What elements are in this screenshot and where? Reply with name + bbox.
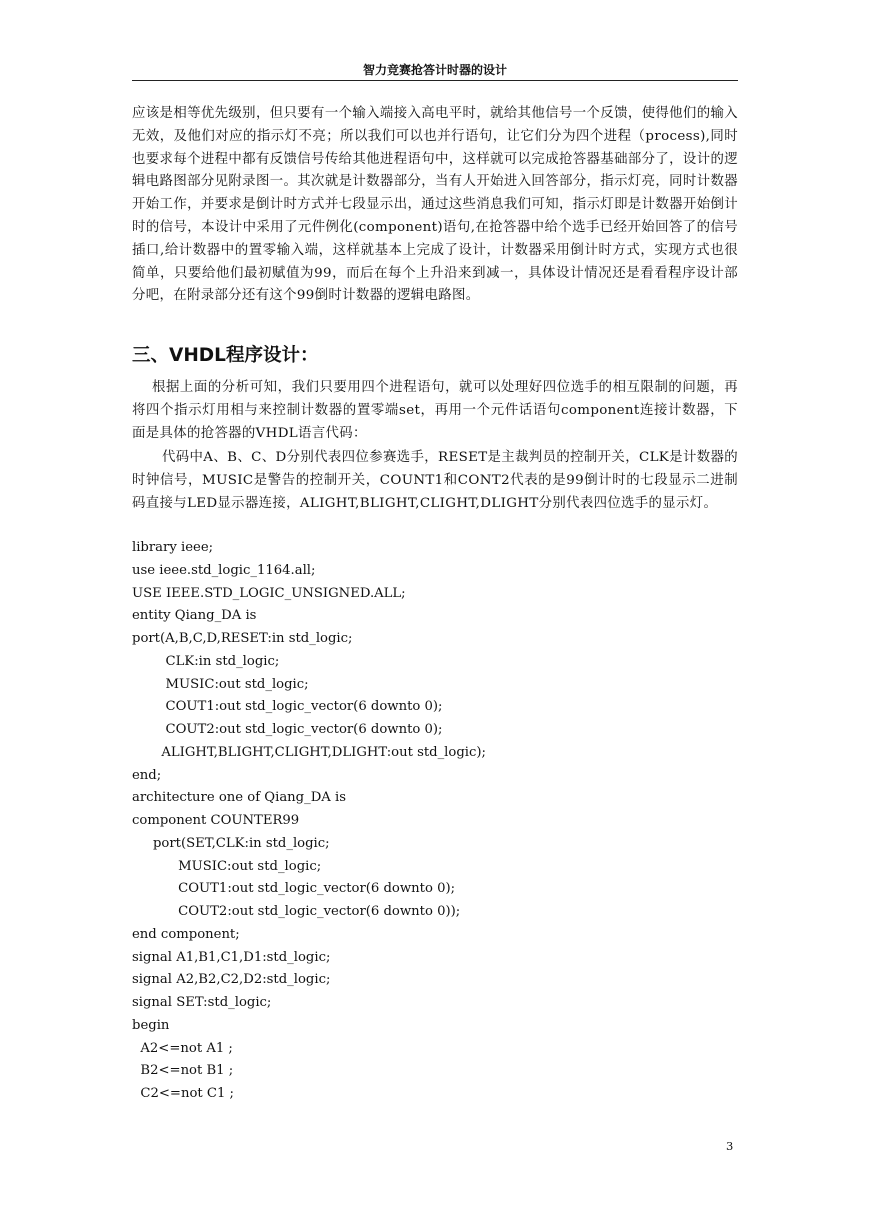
header-rule — [132, 80, 738, 81]
code-line: COUT1:out std_logic_vector(6 downto 0); — [132, 699, 443, 715]
code-line: component COUNTER99 — [132, 813, 300, 828]
code-line: use ieee.std_logic_1164.all; — [132, 562, 316, 578]
code-line: COUT2:out std_logic_vector(6 downto 0)); — [132, 904, 461, 919]
code-line: begin — [132, 1017, 170, 1033]
code-line: entity Qiang_DA is — [132, 608, 257, 624]
code-line: port(SET,CLK:in std_logic; — [132, 835, 330, 851]
code-line: signal SET:std_logic; — [132, 995, 272, 1010]
body-paragraph-analysis: 根据上面的分析可知，我们只要用四个进程语句，就可以处理好四位选手的相互限制的问题，再将四个指示灯用相与来控制计数器的置零端set，再用一个元件话语句component连接计数器，下面是具体的抢答器的VHDL语言代码： — [132, 380, 738, 441]
code-line: COUT2:out std_logic_vector(6 downto 0); — [132, 722, 443, 737]
vhdl-code-block — [132, 537, 486, 1106]
code-line: signal A2,B2,C2,D2:std_logic; — [132, 972, 331, 988]
section-heading: 三、VHDL程序设计： — [132, 345, 319, 366]
body-paragraph-design-overview: 应该是相等优先级别，但只要有一个输入端接入高电平时，就给其他信号一个反馈，使得他们的输入无效，及他们对应的指示灯不亮；所以我们可以也并行语句，让它们分为四个进程（process),同时也要求每个进程中都有反馈信号传给其他进程语句中，这样就可以完成抢答器基础部分了，设计的逻辑电路图部分见附录图一。其次就是计数器部分，当有人开始进入回答部分，指示灯亮，同时计数器开始工作，并要求是倒计时方式并七段显示出，通过这些消息我们可知，指示灯即是计数器开始倒计时的信号，本设计中采用了元件例化(component)语句,在抢答器中给个选手已经开始回答了的信号插口,给计数器中的置零输入端，这样就基本上完成了设计，计数器采用倒计时方式，实现方式也很简单，只要给他们最初赋值为99，而后在每个上升沿来到减一，具体设计情况还是看看程序设计部分吧，在附录部分还有这个99倒时计数器的逻辑电路图。 — [132, 106, 738, 304]
running-header: 智力竞赛抢答计时器的设计 — [362, 63, 507, 77]
code-line: port(A,B,C,D,RESET:in std_logic; — [132, 631, 353, 646]
code-line: end component; — [132, 926, 240, 942]
code-line: B2<=not B1 ; — [132, 1063, 234, 1079]
code-line: end; — [132, 767, 162, 783]
code-line: architecture one of Qiang_DA is — [132, 790, 346, 806]
code-line: ALIGHT,BLIGHT,CLIGHT,DLIGHT:out std_logic); — [132, 744, 486, 760]
code-line: USE IEEE.STD_LOGIC_UNSIGNED.ALL; — [132, 585, 406, 601]
code-line: library ieee; — [132, 540, 214, 555]
code-line: C2<=not C1 ; — [132, 1086, 235, 1101]
code-line: A2<=not A1 ; — [132, 1040, 233, 1056]
page-number: 3 — [726, 1139, 734, 1153]
code-line: CLK:in std_logic; — [132, 653, 280, 669]
code-line: MUSIC:out std_logic; — [132, 858, 322, 874]
body-paragraph-signal-description: 代码中A、B、C、D分别代表四位参赛选手，RESET是主裁判员的控制开关，CLK是计数器的时钟信号，MUSIC是警告的控制开关，COUNT1和CONT2代表的是99倒计时的七段显示二进制码直接与LED显示器连接，ALIGHT,BLIGHT,CLIGHT,DLIGHT分别代表四位选手的显示灯。 — [132, 450, 738, 511]
code-line: COUT1:out std_logic_vector(6 downto 0); — [132, 881, 456, 897]
code-line: signal A1,B1,C1,D1:std_logic; — [132, 949, 331, 965]
code-line: MUSIC:out std_logic; — [132, 676, 309, 692]
